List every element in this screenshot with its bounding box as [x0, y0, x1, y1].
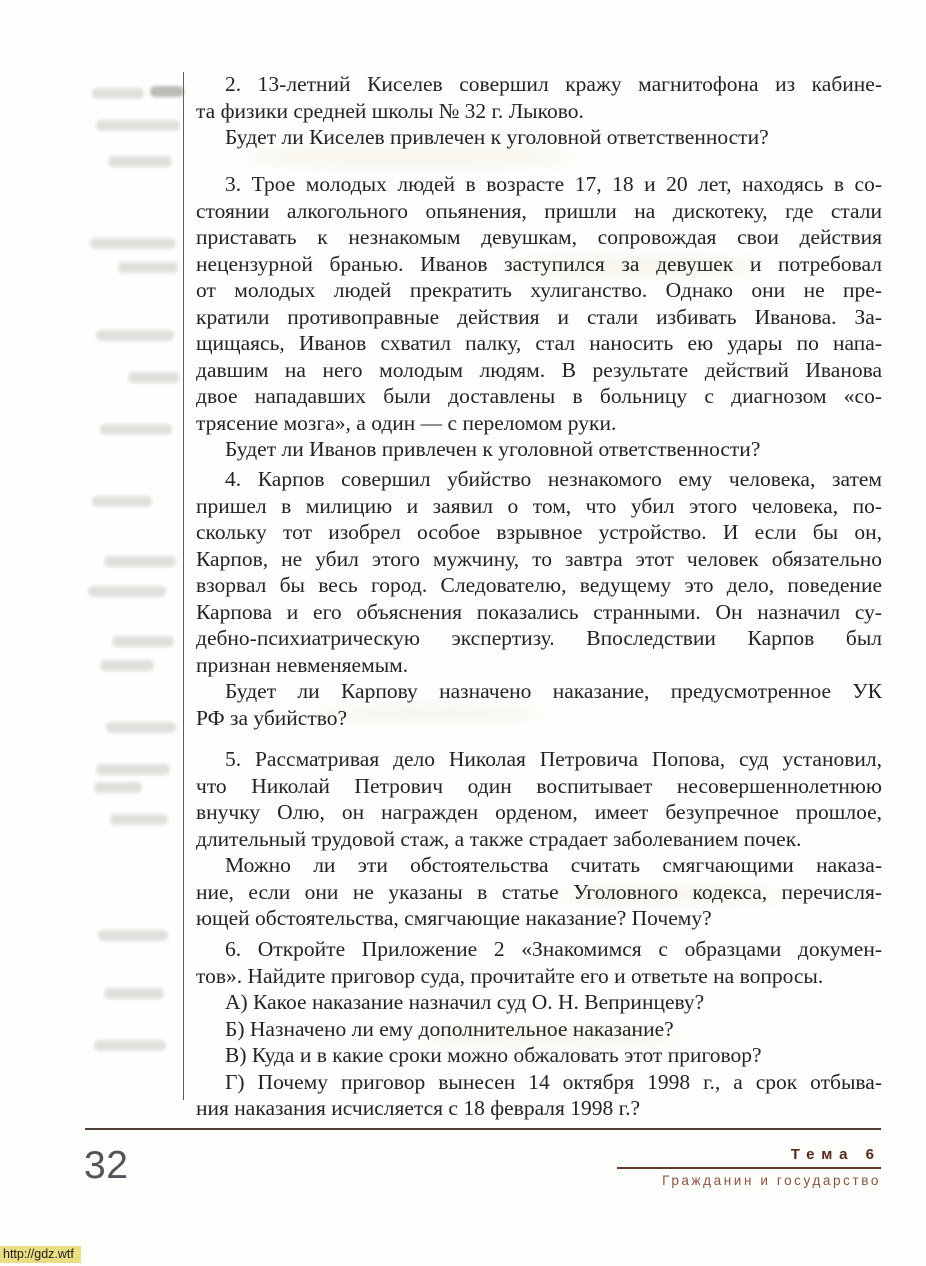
text-line: РФ за убийство? — [196, 705, 348, 730]
margin-ghost — [100, 424, 172, 435]
text-line: Будет ли Карпову назначено наказание, предусмотренное УК — [225, 679, 882, 703]
paragraph — [196, 989, 882, 1016]
text-line: трясение мозга», а один — с переломом руки. — [196, 410, 617, 435]
text-line: Карпов, не убил этого мужчину, то завтра этот человек обязательно — [196, 546, 882, 571]
margin-ghost — [92, 496, 152, 507]
text-line: двое нападавших были доставлены в больницу с диагнозом «со- — [196, 384, 882, 408]
paragraph — [196, 1069, 882, 1122]
margin-ghost — [106, 722, 176, 733]
text-line: внучку Олю, он награжден орденом, имеет безупречное прошлое, — [196, 800, 882, 824]
margin-ghost — [94, 1040, 166, 1051]
footer-theme-label: Тема 6 — [790, 1146, 881, 1163]
paragraph — [196, 171, 882, 436]
footer-small-rule — [617, 1167, 881, 1169]
text-line: ние, если они не указаны в статье Уголовного кодекса, перечисля- — [196, 879, 882, 904]
text-line: В) Куда и в какие сроки можно обжаловать этот приговор? — [225, 1043, 762, 1067]
page-number: 32 — [84, 1144, 129, 1187]
paragraph — [196, 466, 882, 678]
text-line: Карпова и его объяснения показались странными. Он назначил су- — [196, 599, 882, 624]
margin-ghost — [108, 156, 172, 167]
paragraph — [196, 746, 882, 852]
margin-ghost — [94, 782, 142, 793]
margin-ghost — [128, 372, 180, 383]
text-line: тов». Найдите приговор суда, прочитайте его и ответьте на вопросы. — [196, 963, 824, 988]
text-line: 4. Карпов совершил убийство незнакомого ему человека, затем — [225, 467, 882, 491]
text-line: ющей обстоятельства, смягчающие наказание? Почему? — [196, 906, 712, 930]
margin-ghost — [96, 764, 170, 775]
text-line: 2. 13-летний Киселев совершил кражу магнитофона из кабине- — [225, 72, 882, 96]
task-3 — [196, 171, 882, 463]
task-2 — [196, 71, 882, 151]
watermark-url: http://gdz.wtf — [0, 1246, 81, 1263]
paragraph — [196, 436, 882, 463]
text-line: А) Какое наказание назначил суд О. Н. Вепринцеву? — [225, 990, 705, 1014]
text-line: ния наказания исчисляется с 18 февраля 1998 г.? — [196, 1096, 640, 1120]
text-line: пришел в милицию и заявил о том, что убил этого человека, по- — [196, 493, 882, 518]
margin-rule — [183, 72, 184, 1100]
margin-ghost — [112, 636, 174, 647]
footer-rule — [85, 1128, 881, 1130]
text-line: что Николай Петрович один воспитывает несовершеннолетнюю — [196, 773, 882, 798]
margin-ghost — [118, 262, 178, 273]
text-line: кратили противоправные действия и стали избивать Иванова. За- — [196, 304, 882, 329]
margin-ghost — [88, 586, 166, 597]
text-line: та физики средней школы № 32 г. Лыково. — [196, 98, 584, 123]
paragraph — [196, 124, 882, 151]
paragraph — [196, 71, 882, 124]
paragraph — [196, 1016, 882, 1043]
task-4 — [196, 466, 882, 731]
margin-ghost — [96, 120, 180, 131]
margin-ghost — [104, 556, 176, 567]
text-line: дебно-психиатрическую экспертизу. Впоследствии Карпов был — [196, 626, 882, 650]
text-line: давшим на него молодым людям. В результате действий Иванова — [196, 357, 882, 382]
text-line: приставать к незнакомым девушкам, сопровождая свои действия — [196, 225, 882, 249]
margin-ghost — [104, 988, 164, 999]
text-line: Г) Почему приговор вынесен 14 октября 1998 г., а срок отбыва- — [225, 1069, 882, 1094]
margin-ghost — [98, 930, 168, 941]
margin-ghost — [150, 86, 184, 97]
text-line: взорвал бы весь город. Следователю, ведущему это дело, поведение — [196, 573, 882, 597]
paragraph — [196, 936, 882, 989]
margin-ghost — [100, 660, 154, 671]
text-line: Можно ли эти обстоятельства считать смягчающими наказа- — [225, 853, 882, 877]
text-line: длительный трудовой стаж, а также страдает заболеванием почек. — [196, 826, 802, 851]
text-line: стоянии алкогольного опьянения, пришли на дискотеку, где стали — [196, 198, 882, 223]
text-line: признан невменяемым. — [196, 652, 409, 677]
margin-ghost — [92, 88, 144, 99]
margin-ghost — [90, 238, 176, 249]
text-line: 6. Откройте Приложение 2 «Знакомимся с образцами докумен- — [225, 937, 882, 961]
text-line: от молодых людей прекратить хулиганство. Однако они не пре- — [196, 278, 882, 302]
paragraph — [196, 852, 882, 932]
margin-ghost — [96, 330, 174, 341]
text-line: Будет ли Киселев привлечен к уголовной ответственности? — [225, 125, 769, 149]
footer-section-title: Гражданин и государство — [662, 1173, 881, 1188]
task-6 — [196, 936, 882, 1122]
text-line: 5. Рассматривая дело Николая Петровича Попова, суд установил, — [225, 747, 882, 771]
text-line: нецензурной бранью. Иванов заступился за девушек и потребовал — [196, 251, 882, 276]
text-column — [196, 0, 882, 1130]
text-line: Будет ли Иванов привлечен к уголовной ответственности? — [225, 437, 761, 461]
paragraph — [196, 1042, 882, 1069]
margin-ghost — [110, 814, 168, 825]
text-line: Б) Назначено ли ему дополнительное наказание? — [225, 1016, 674, 1041]
text-line: щищаясь, Иванов схватил палку, стал наносить ею удары по напа- — [196, 331, 882, 355]
text-line: скольку тот изобрел особое взрывное устройство. И если бы он, — [196, 520, 882, 544]
paragraph — [196, 678, 882, 731]
text-line: 3. Трое молодых людей в возрасте 17, 18 и 20 лет, находясь в со- — [225, 172, 882, 196]
task-5 — [196, 746, 882, 932]
